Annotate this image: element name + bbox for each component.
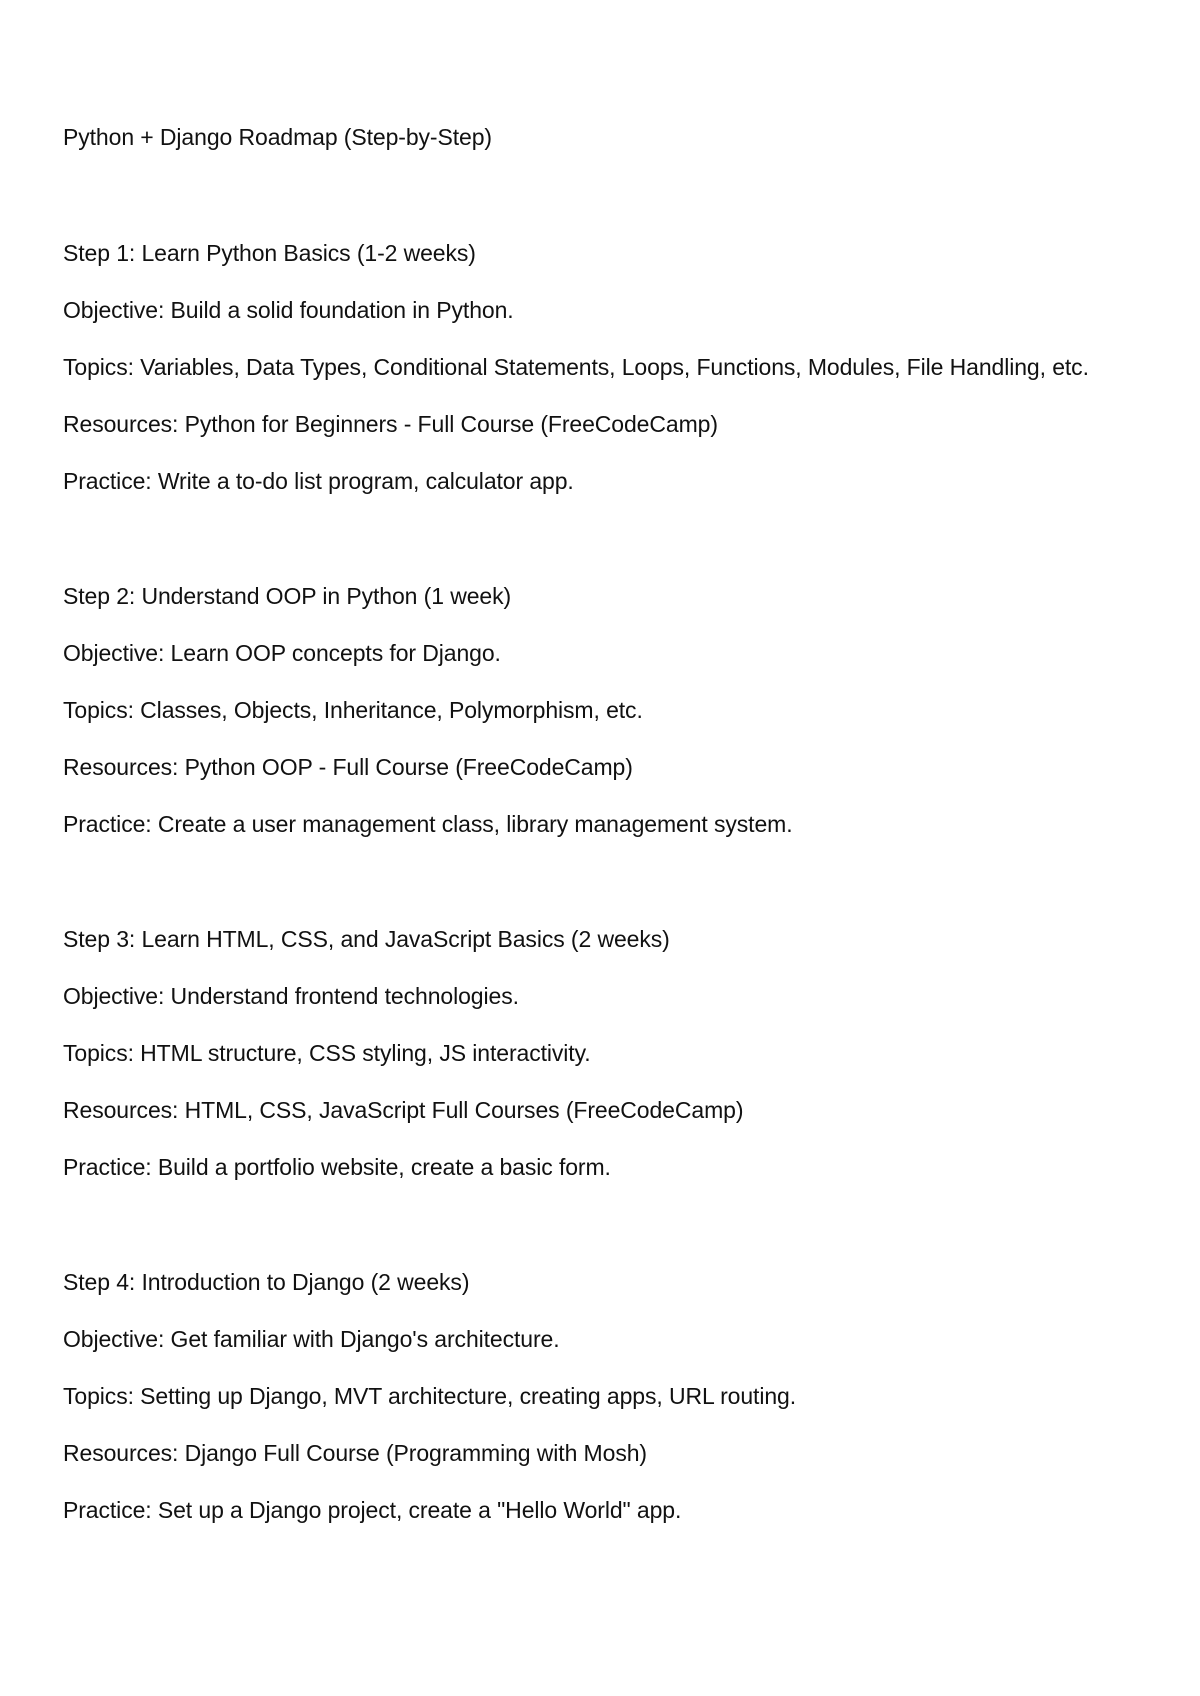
step-1-objective: Objective: Build a solid foundation in Python. — [63, 297, 514, 323]
step-3-practice: Practice: Build a portfolio website, create a basic form. — [63, 1154, 611, 1180]
step-1-heading: Step 1: Learn Python Basics (1-2 weeks) — [63, 240, 476, 266]
step-3-resources: Resources: HTML, CSS, JavaScript Full Courses (FreeCodeCamp) — [63, 1097, 744, 1123]
step-2-objective: Objective: Learn OOP concepts for Django. — [63, 640, 501, 666]
step-3-section — [63, 924, 1183, 1182]
step-3-objective: Objective: Understand frontend technologies. — [63, 983, 519, 1009]
step-4-heading: Step 4: Introduction to Django (2 weeks) — [63, 1269, 470, 1295]
step-4-topics: Topics: Setting up Django, MVT architecture, creating apps, URL routing. — [63, 1383, 797, 1409]
step-1-topics: Topics: Variables, Data Types, Conditional Statements, Loops, Functions, Modules, File Handling, etc. — [63, 354, 1089, 380]
step-3-heading: Step 3: Learn HTML, CSS, and JavaScript Basics (2 weeks) — [63, 926, 670, 952]
step-1-practice: Practice: Write a to-do list program, calculator app. — [63, 468, 574, 494]
step-3-topics: Topics: HTML structure, CSS styling, JS interactivity. — [63, 1040, 591, 1066]
step-4-practice: Practice: Set up a Django project, create a "Hello World" app. — [63, 1497, 682, 1523]
step-2-heading: Step 2: Understand OOP in Python (1 week) — [63, 583, 512, 609]
step-2-resources: Resources: Python OOP - Full Course (FreeCodeCamp) — [63, 754, 633, 780]
step-1-resources: Resources: Python for Beginners - Full Course (FreeCodeCamp) — [63, 411, 718, 437]
step-2-practice: Practice: Create a user management class, library management system. — [63, 811, 793, 837]
step-2-section — [63, 581, 1183, 839]
document-title: Python + Django Roadmap (Step-by-Step) — [63, 124, 492, 150]
document-body — [63, 122, 1183, 1610]
step-2-topics: Topics: Classes, Objects, Inheritance, Polymorphism, etc. — [63, 697, 643, 723]
step-4-section — [63, 1267, 1183, 1525]
step-1-section — [63, 238, 1183, 496]
step-4-resources: Resources: Django Full Course (Programming with Mosh) — [63, 1440, 647, 1466]
step-4-objective: Objective: Get familiar with Django's architecture. — [63, 1326, 560, 1352]
